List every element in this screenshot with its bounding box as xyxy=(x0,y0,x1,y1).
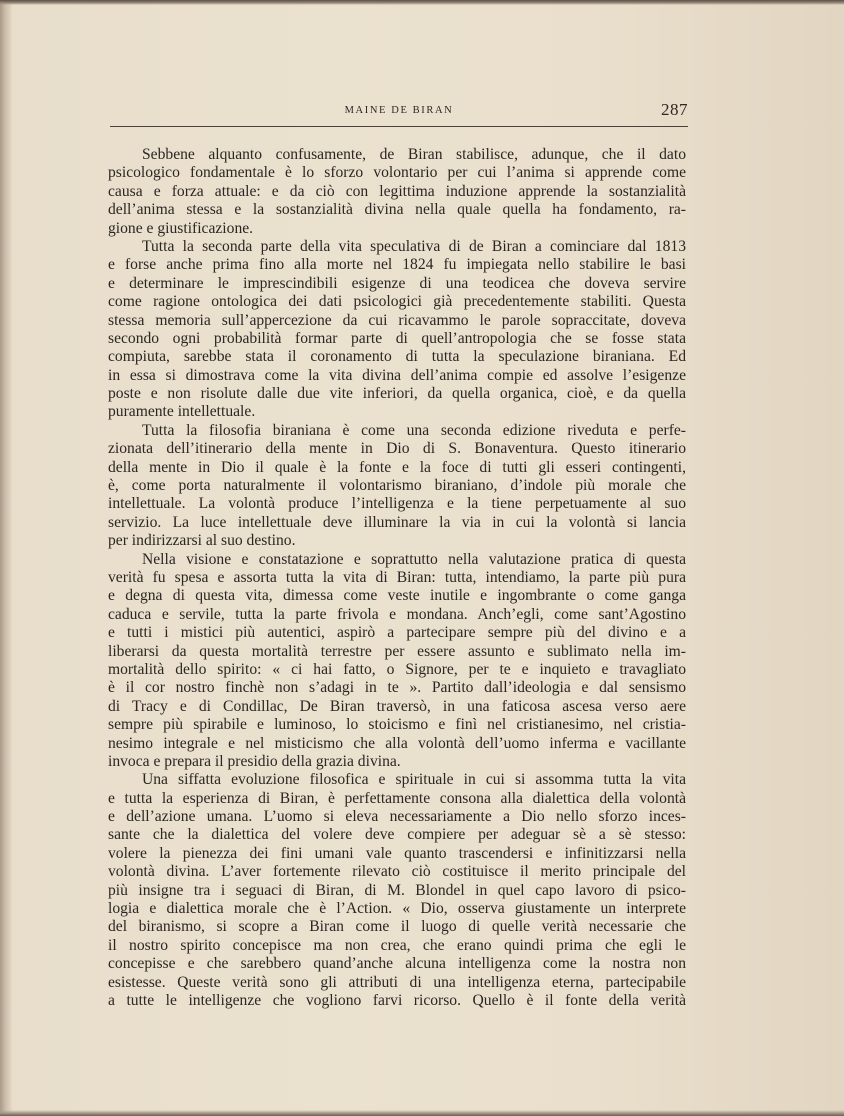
text-line: causa e forza attuale: e da ciò con legittima induzione apprende la sostanzialità xyxy=(108,182,686,200)
text-line: liberarsi da questa mortalità terrestre per essere assunto e sublimato nella im- xyxy=(108,642,686,660)
text-line: volere la pienezza dei fini umani vale quanto trascendersi e infinitizzarsi nella xyxy=(108,844,686,862)
text-line: servizio. La luce intellettuale deve illuminare la via in cui la volontà si lancia xyxy=(108,513,686,531)
text-line: psicologico fondamentale è lo sforzo volontario per cui l’anima si apprende come xyxy=(108,164,686,182)
text-line: è, come porta naturalmente il volontarismo biraniano, d’indole più morale che xyxy=(108,477,686,495)
text-line: è il cor nostro finchè non s’adagi in te ». Partito dall’ideologia e dal sensismo xyxy=(108,679,686,697)
text-line: di Tracy e di Condillac, De Biran traversò, in una faticosa ascesa verso aere xyxy=(108,697,686,715)
text-line: concepisse e che sarebbero quand’anche alcuna intelligenza come la nostra non xyxy=(108,955,686,973)
text-line: sante che la dialettica del volere deve compiere per adeguar sè a sè stesso: xyxy=(108,826,686,844)
text-line: logia e dialettica morale che è l’Action. « Dio, osserva giustamente un interprete xyxy=(108,900,686,918)
text-line: Una siffatta evoluzione filosofica e spirituale in cui si assomma tutta la vita xyxy=(142,771,686,789)
text-line: sempre più spirabile e luminoso, lo stoicismo e finì nel cristianesimo, nel cristia- xyxy=(108,716,686,734)
text-line: Tutta la filosofia biraniana è come una seconda edizione riveduta e perfe- xyxy=(142,421,686,439)
text-line: secondo ogni probabilità formar parte di quell’antropologia che se fosse stata xyxy=(108,329,686,347)
text-line: mortalità dello spirito: « ci hai fatto, o Signore, per te e inquieto e travagliato xyxy=(108,660,686,678)
text-line: verità fu spesa e assorta tutta la vita di Biran: tutta, intendiamo, la parte più pura xyxy=(108,568,686,586)
text-line: stessa memoria sull’appercezione da cui ricavammo le parole sopraccitate, doveva xyxy=(108,311,686,329)
text-line: Nella visione e constatazione e soprattutto nella valutazione pratica di questa xyxy=(142,550,686,568)
text-line: per indirizzarsi al suo destino. xyxy=(108,532,296,550)
text-line: Tutta la seconda parte della vita speculativa di de Biran a cominciare dal 1813 xyxy=(142,237,686,255)
text-line: gione e giustificazione. xyxy=(108,219,254,237)
text-line: Sebbene alquanto confusamente, de Biran stabilisce, adunque, che il dato xyxy=(142,146,686,163)
text-line: del biranismo, si scopre a Biran come il luogo di quelle verità necessarie che xyxy=(108,918,686,936)
text-line: e tutta la esperienza di Biran, è perfettamente consona alla dialettica della volontà xyxy=(108,789,686,807)
body-text xyxy=(108,146,686,1010)
text-line: e degna di questa vita, dimessa come veste inutile e ingombrante o come ganga xyxy=(108,587,686,605)
text-line: in essa si dimostrava come la vita divina dell’anima compie ed assolve l’esigenze xyxy=(108,366,686,384)
text-line: compiuta, sarebbe stata il coronamento di tutta la speculazione biraniana. Ed xyxy=(108,348,686,366)
text-line: intellettuale. La volontà produce l’intelligenza e la tiene perpetuamente al suo xyxy=(108,495,686,513)
text-line: il nostro spirito concepisce ma non crea, che erano quindi prima che egli le xyxy=(108,936,686,954)
text-line: puramente intellettuale. xyxy=(108,403,256,421)
text-line: come ragione ontologica dei dati psicologici già precedentemente stabiliti. Questa xyxy=(108,293,686,311)
text-line: dell’anima stessa e la sostanzialità divina nella quale quella ha fondamento, ra- xyxy=(108,201,686,219)
text-line: zionata dell’itinerario della mente in Dio di S. Bonaventura. Questo itinerario xyxy=(108,440,686,458)
text-line: e forse anche prima fino alla morte nel 1824 fu impiegata nello stabilire le basi xyxy=(108,256,686,274)
page-number: 287 xyxy=(661,100,688,119)
page-binding-edge xyxy=(0,0,12,1116)
text-line: nesimo integrale e nel misticismo che alla volontà dell’uomo inferma e vacillante xyxy=(108,734,686,752)
text-line: poste e non risolute dalle due vite inferiori, da quella organica, cioè, e da quella xyxy=(108,385,686,403)
text-line: e determinare le imprescindibili esigenze di una teodicea che doveva servire xyxy=(108,274,686,292)
text-line: esistesse. Queste verità sono gli attributi di una intelligenza eterna, partecipabile xyxy=(108,973,686,991)
header-rule xyxy=(110,126,688,127)
text-line: invoca e prepara il presidio della grazia divina. xyxy=(108,752,401,770)
text-line: più insigne tra i seguaci di Biran, di M. Blondel in quel capo lavoro di psico- xyxy=(108,881,686,899)
text-line: e dell’azione umana. L’uomo si eleva necessariamente a Dio nello sforzo inces- xyxy=(108,808,686,826)
page-bottom-edge xyxy=(0,1110,844,1116)
page-top-edge xyxy=(0,0,844,5)
text-line: e tutti i mistici più autentici, aspirò a partecipare sempre più del divino e a xyxy=(108,624,686,642)
text-line: a tutte le intelligenze che vogliono farvi ricorso. Quello è il fonte della verità xyxy=(108,991,686,1009)
text-line: della mente in Dio il quale è la fonte e la foce di tutti gli esseri contingenti, xyxy=(108,458,686,476)
running-title: MAINE DE BIRAN xyxy=(344,105,454,116)
running-head xyxy=(110,100,688,124)
text-line: caduca e servile, tutta la parte frivola e mondana. Anch’egli, come sant’Agostino xyxy=(108,605,686,623)
text-line: volontà divina. L’aver fortemente rilevato ciò costituisce il merito principale del xyxy=(108,863,686,881)
